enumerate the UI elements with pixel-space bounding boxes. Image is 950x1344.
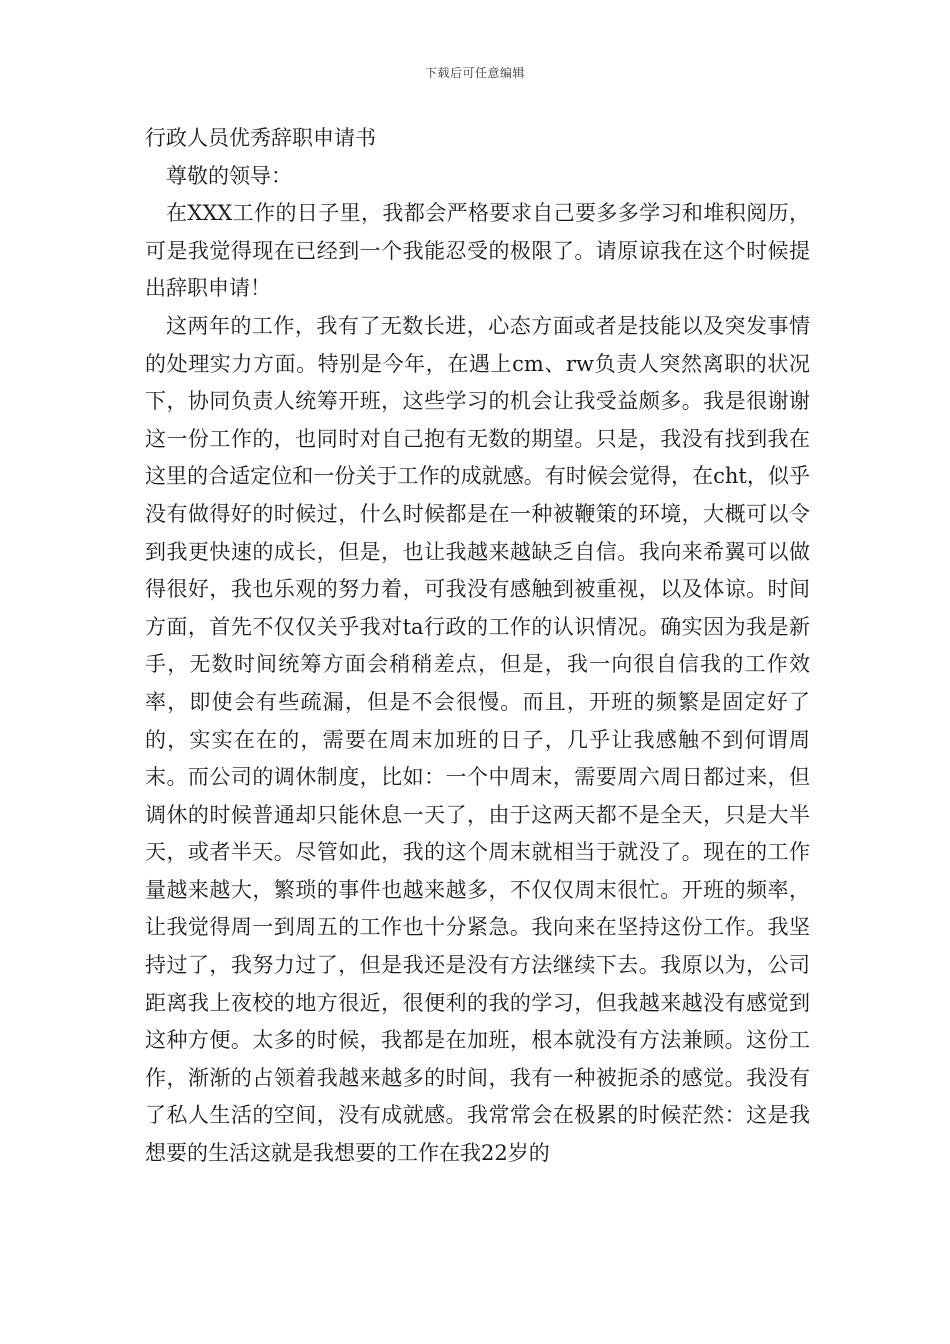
document-body <box>145 120 810 1173</box>
paragraph-2: 这两年的工作，我有了无数长进，心态方面或者是技能以及突发事情的处理实力方面。特别是今年，在遇上cm、rw负责人突然离职的状况下，协同负责人统筹开班，这些学习的机会让我受益颇多。我是很谢谢这一份工作的，也同时对自己抱有无数的期望。只是，我没有找到我在这里的合适定位和一份关于工作的成就感。有时候会觉得，在cht，似乎没有做得好的时候过，什么时候都是在一种被鞭策的环境，大概可以令到我更快速的成长，但是，也让我越来越缺乏自信。我向来希翼可以做得很好，我也乐观的努力着，可我没有感触到被重视，以及体谅。时间方面，首先不仅仅关乎我对ta行政的工作的认识情况。确实因为我是新手，无数时间统筹方面会稍稍差点，但是，我一向很自信我的工作效率，即使会有些疏漏，但是不会很慢。而且，开班的频繁是固定好了的，实实在在的，需要在周末加班的日子，几乎让我感触不到何谓周末。而公司的调休制度，比如：一个中周末，需要周六周日都过来，但调休的时候普通却只能休息一天了，由于这两天都不是全天，只是大半天，或者半天。尽管如此，我的这个周末就相当于就没了。现在的工作量越来越大，繁琐的事件也越来越多，不仅仅周末很忙。开班的频率，让我觉得周一到周五的工作也十分紧急。我向来在坚持这份工作。我坚持过了，我努力过了，但是我还是没有方法继续下去。我原以为，公司距离我上夜校的地方很近，很便利的我的学习，但我越来越没有感觉到这种方便。太多的时候，我都是在加班，根本就没有方法兼顾。这份工作，渐渐的占领着我越来越多的时间，我有一种被扼杀的感觉。我没有了私人生活的空间，没有成就感。我常常会在极累的时候茫然：这是我想要的生活这就是我想要的工作在我22岁的 <box>145 313 810 1166</box>
salutation: 尊敬的领导： <box>166 163 292 188</box>
document-title: 行政人员优秀辞职申请书 <box>145 126 376 150</box>
paragraph-1: 在XXX工作的日子里，我都会严格要求自己要多多学习和堆积阅历，可是我觉得现在已经到一个我能忍受的极限了。请原谅我在这个时候提出辞职申请！ <box>145 201 810 301</box>
page-header-note: 下载后可任意编辑 <box>424 66 525 80</box>
